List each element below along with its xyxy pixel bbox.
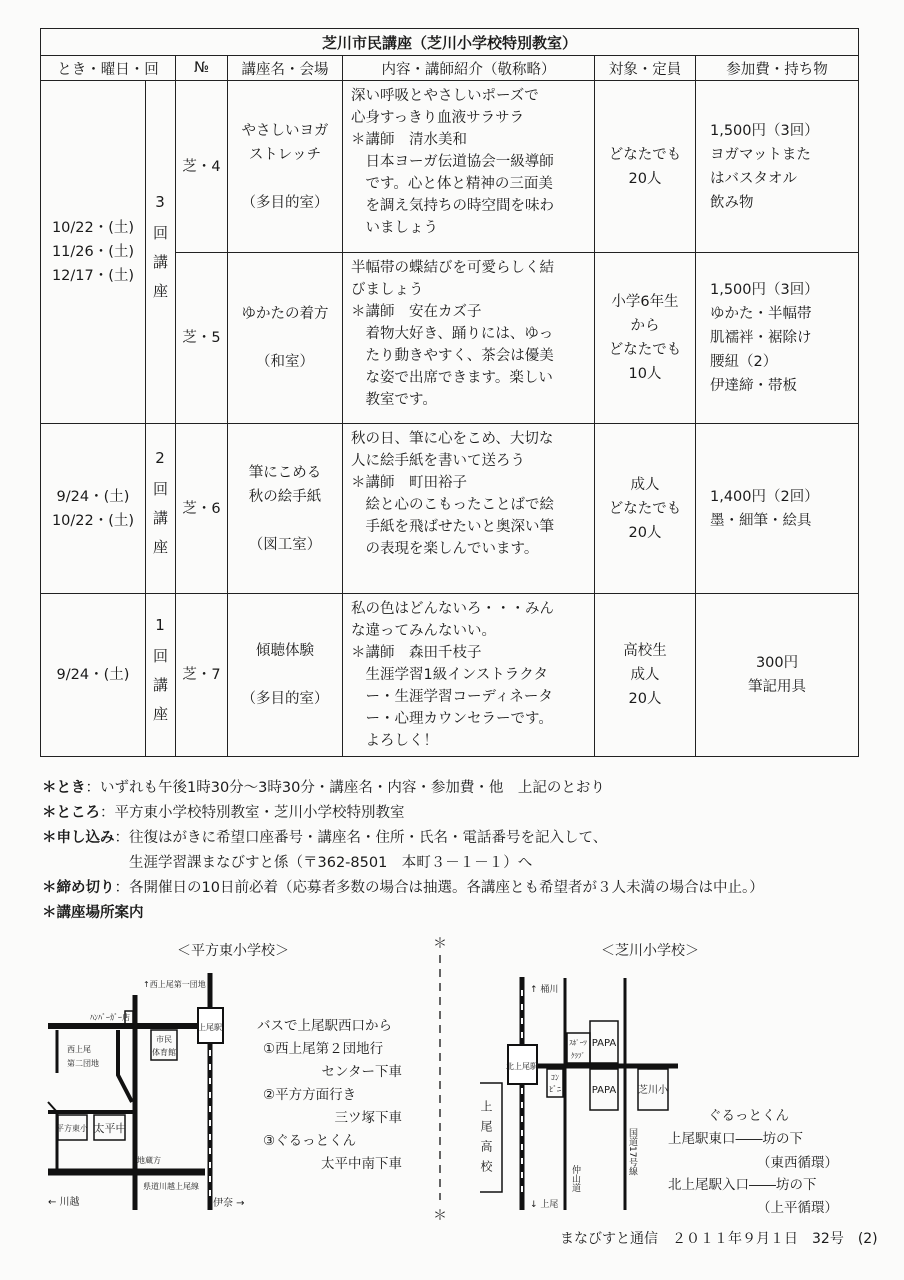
svg-text:太平中: 太平中: [93, 1122, 127, 1135]
course-name: 傾聴体験 （多目的室）: [228, 594, 343, 757]
svg-text:バスで上尾駅西口から: バスで上尾駅西口から: [257, 1018, 392, 1034]
footer: まなびすと通信 ２０１１年９月１日 32号 (2): [560, 1231, 878, 1247]
svg-text:センター下車: センター下車: [321, 1064, 402, 1080]
count-cell: 2回講座: [146, 424, 176, 594]
note-time: ＊とき：いずれも午後1時30分～3時30分・講座名・内容・参加費・他 上記のとおり: [42, 780, 605, 796]
course-no: 芝・7: [176, 594, 228, 757]
svg-text:← 川越: ← 川越: [48, 1197, 80, 1208]
svg-text:上尾高校: 上尾高校: [479, 1100, 493, 1180]
svg-text:平方東小: 平方東小: [56, 1124, 88, 1133]
course-fee: 1,500円（3回） ゆかた・半幅帯 肌襦袢・裾除け 腰紐（2） 伊達締・帯板: [696, 253, 859, 424]
svg-text:↓ 上尾: ↓ 上尾: [530, 1200, 559, 1210]
course-content: 私の色はどんないろ・・・みん な違ってみんないい。 ＊講師 森田千枝子 生涯学習1級インストラクタ ー・生涯学習コーディネータ ー・心理カウンセラーです。 よろしく！: [343, 594, 595, 757]
svg-text:↑ 桶川: ↑ 桶川: [530, 985, 559, 995]
header-fee: 参加費・持ち物: [696, 56, 859, 81]
svg-text:ぐるっとくん: ぐるっとくん: [708, 1108, 789, 1124]
header-date: とき・曜日・回: [41, 56, 176, 81]
svg-text:＜平方東小学校＞: ＜平方東小学校＞: [177, 943, 289, 959]
header-name: 講座名・会場: [228, 56, 343, 81]
course-fee: 1,500円（3回） ヨガマットまた はバスタオル 飲み物: [696, 81, 859, 253]
note-apply: ＊申し込み：往復はがきに希望口座番号・講座名・住所・氏名・電話番号を記入して、: [42, 830, 608, 846]
svg-text:北上尾駅: 北上尾駅: [506, 1062, 538, 1071]
dates-cell: 9/24・(土): [41, 594, 146, 757]
count-cell: 1回講座: [146, 594, 176, 757]
course-fee: 300円 筆記用具: [696, 594, 859, 757]
note-deadline: ＊締め切り：各開催日の10日前必着（応募者多数の場合は抽選。各講座とも希望者が３人未満の場合は中止。）: [42, 880, 764, 896]
svg-text:（上平循環）: （上平循環）: [757, 1200, 838, 1216]
note-apply-address: 生涯学習課まなびすと係（〒362-8501 本町３－１－１）へ: [42, 855, 533, 871]
svg-text:太平中南下車: 太平中南下車: [321, 1156, 402, 1172]
header-no: №: [176, 56, 228, 81]
svg-text:PAPA: PAPA: [591, 1085, 617, 1096]
svg-text:地蔵方: 地蔵方: [137, 1156, 161, 1165]
map-shibakawa: [479, 942, 838, 1216]
svg-text:上尾駅東口――坊の下: 上尾駅東口――坊の下: [668, 1131, 803, 1147]
map-divider: [433, 936, 447, 1224]
svg-text:①西上尾第２団地行: ①西上尾第２団地行: [263, 1041, 384, 1057]
svg-text:仲山道: 仲山道: [570, 1165, 580, 1192]
svg-text:＊: ＊: [433, 1208, 447, 1224]
svg-text:（東西循環）: （東西循環）: [757, 1155, 838, 1171]
svg-text:ﾊﾝﾊﾞｰｶﾞｰ店: ﾊﾝﾊﾞｰｶﾞｰ店: [90, 1013, 130, 1022]
header-content: 内容・講師紹介（敬称略）: [343, 56, 595, 81]
svg-text:国道17号線: 国道17号線: [627, 1128, 637, 1176]
note-map-heading: ＊講座場所案内: [42, 905, 144, 921]
svg-text:②平方方面行き: ②平方方面行き: [263, 1087, 357, 1103]
count-cell: 3回講座: [146, 81, 176, 424]
course-target: 小学6年生 から どなたでも 10人: [595, 253, 696, 424]
map-hirakata-higashi: [48, 942, 402, 1210]
svg-text:↑西上尾第一団地: ↑西上尾第一団地: [143, 980, 206, 989]
dates-cell: 9/24・(土) 10/22・(土): [41, 424, 146, 594]
svg-text:PAPA: PAPA: [591, 1038, 617, 1049]
svg-text:北上尾駅入口――坊の下: 北上尾駅入口――坊の下: [668, 1177, 817, 1193]
svg-text:上尾駅: 上尾駅: [198, 1023, 222, 1032]
svg-text:第二団地: 第二団地: [67, 1059, 99, 1068]
svg-text:体育館: 体育館: [152, 1048, 176, 1057]
course-content: 秋の日、筆に心をこめ、大切な 人に絵手紙を書いて送ろう ＊講師 町田裕子 絵と心のこもったことばで絵 手紙を飛ばせたいと奥深い筆 の表現を楽しんでいます。: [343, 424, 595, 594]
course-no: 芝・4: [176, 81, 228, 253]
svg-text:＊: ＊: [433, 936, 447, 952]
course-name: ゆかたの着方 （和室）: [228, 253, 343, 424]
dates-cell: 10/22・(土) 11/26・(土) 12/17・(土): [41, 81, 146, 424]
course-content: 深い呼吸とやさしいポーズで 心身すっきり血液サラサラ ＊講師 清水美和 日本ヨーガ伝道協会一級導師 です。心と体と精神の三面美 を調え気持ちの時空間を味わ いましょう: [343, 81, 595, 253]
course-fee: 1,400円（2回） 墨・細筆・絵具: [696, 424, 859, 594]
svg-text:県道川越上尾線: 県道川越上尾線: [143, 1182, 199, 1191]
svg-text:市民: 市民: [156, 1035, 172, 1044]
svg-text:三ツ塚下車: 三ツ塚下車: [334, 1110, 402, 1126]
svg-text:伊奈 →: 伊奈 →: [213, 1198, 245, 1209]
note-place: ＊ところ：平方東小学校特別教室・芝川小学校特別教室: [42, 805, 405, 821]
course-no: 芝・6: [176, 424, 228, 594]
course-content: 半幅帯の蝶結びを可愛らしく結 びましょう ＊講師 安在カズ子 着物大好き、踊りには、ゆっ たり動きやすく、茶会は優美 な姿で出席できます。楽しい 教室です。: [343, 253, 595, 424]
course-name: やさしいヨガ ストレッチ （多目的室）: [228, 81, 343, 253]
course-target: どなたでも 20人: [595, 81, 696, 253]
svg-text:ｺﾝ: ｺﾝ: [551, 1073, 559, 1082]
svg-text:ｽﾎﾟｰﾂ: ｽﾎﾟｰﾂ: [569, 1039, 587, 1047]
svg-text:ｸﾗﾌﾞ: ｸﾗﾌﾞ: [571, 1052, 585, 1060]
course-target: 成人 どなたでも 20人: [595, 424, 696, 594]
svg-text:西上尾: 西上尾: [67, 1045, 91, 1054]
course-name: 筆にこめる 秋の絵手紙 （図工室）: [228, 424, 343, 594]
course-target: 高校生 成人 20人: [595, 594, 696, 757]
svg-text:芝川小: 芝川小: [638, 1085, 668, 1096]
svg-text:＜芝川小学校＞: ＜芝川小学校＞: [601, 943, 699, 959]
course-no: 芝・5: [176, 253, 228, 424]
table-title: 芝川市民講座（芝川小学校特別教室）: [41, 29, 859, 56]
header-target: 対象・定員: [595, 56, 696, 81]
svg-text:③ぐるっとくん: ③ぐるっとくん: [263, 1133, 357, 1149]
svg-text:ﾋﾞﾆ: ﾋﾞﾆ: [549, 1085, 561, 1094]
